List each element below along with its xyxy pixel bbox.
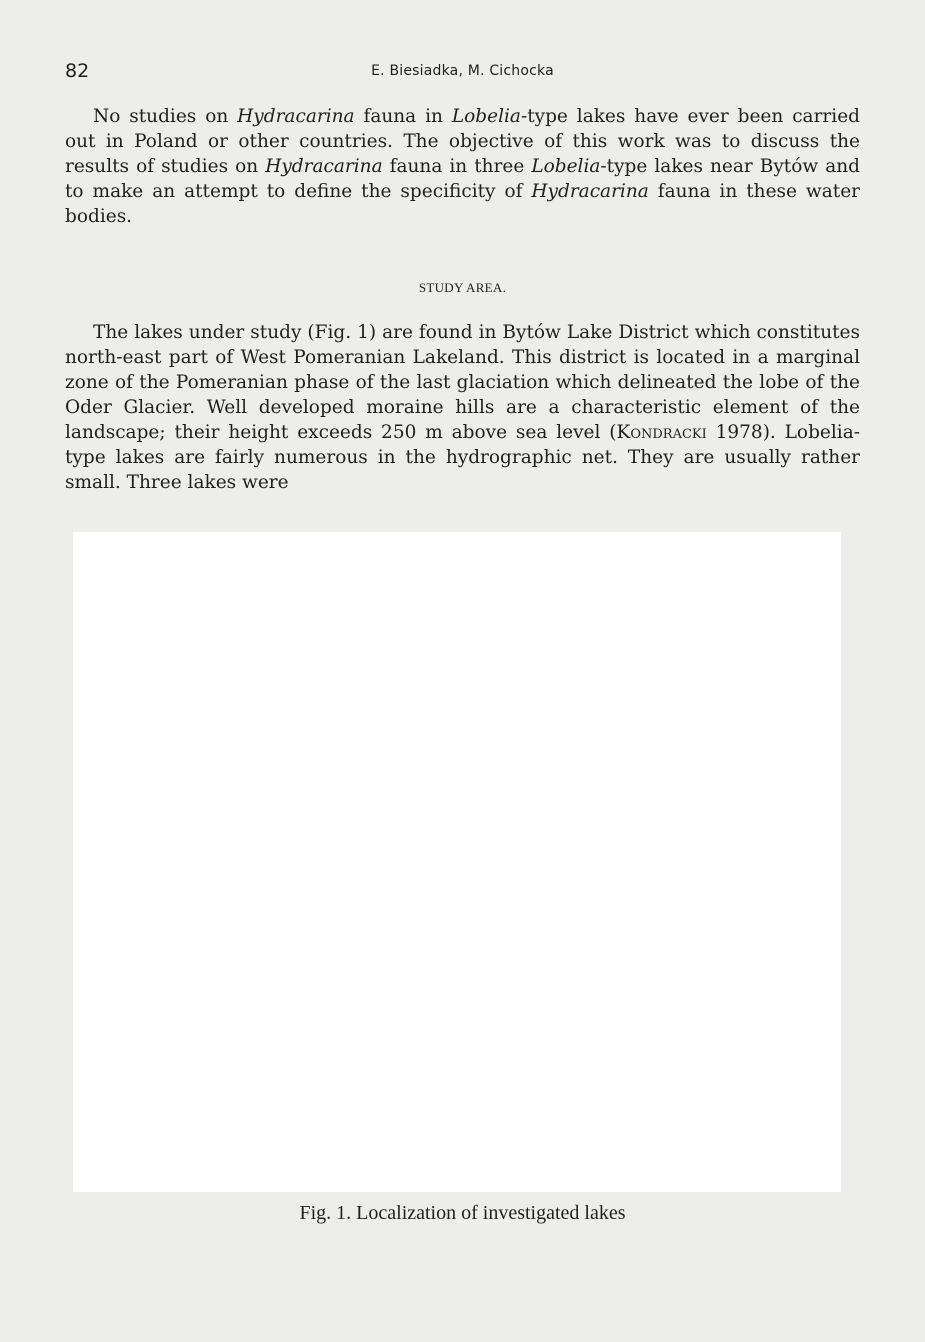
lake-type-name: Lobelia: [451, 106, 521, 127]
intro-text-3: -type lakes have ever been carried out in Poland or other countries. The objective of this work was to discuss the results of studies on: [65, 106, 860, 177]
citation-author: Kondracki: [616, 422, 707, 443]
intro-text-1: No studies on: [93, 106, 238, 127]
page-header: [65, 60, 860, 86]
intro-paragraph: [65, 104, 860, 229]
study-area-paragraph: [65, 320, 860, 495]
running-head-authors: E. Biesiadka, M. Cichocka: [371, 63, 554, 79]
intro-text-6: fauna in these water bodies.: [65, 181, 860, 227]
figure-1-map-area: [73, 532, 841, 1192]
taxon-name: Hydracarina: [265, 156, 383, 177]
intro-text-2: fauna in: [354, 106, 452, 127]
taxon-name: Hydracarina: [237, 106, 355, 127]
study-area-text-2: 1978). Lobelia-type lakes are fairly numerous in the hydrographic net. They are usually rather small. Three lakes were: [65, 422, 860, 493]
figure-caption: Fig. 1. Localization of investigated lakes: [299, 1202, 626, 1224]
intro-text-4: fauna in three: [382, 156, 532, 177]
intro-text-5: -type lakes near Bytów and to make an attempt to define the specificity of: [65, 156, 860, 202]
taxon-name: Hydracarina: [531, 181, 649, 202]
page-number: 82: [65, 60, 90, 82]
section-heading-study-area: STUDY AREA.: [418, 280, 507, 295]
lake-type-name: Lobelia: [531, 156, 601, 177]
study-area-text-1: The lakes under study (Fig. 1) are found in Bytów Lake District which constitutes north-east part of West Pomeranian Lakeland. This district is located in a marginal zone of the Pomeranian phase of the last glaciation which delineated the lobe of the Oder Glacier. Well developed moraine hills are a characteristic element of the landscape; their height exceeds 250 m above sea level (: [65, 322, 860, 443]
